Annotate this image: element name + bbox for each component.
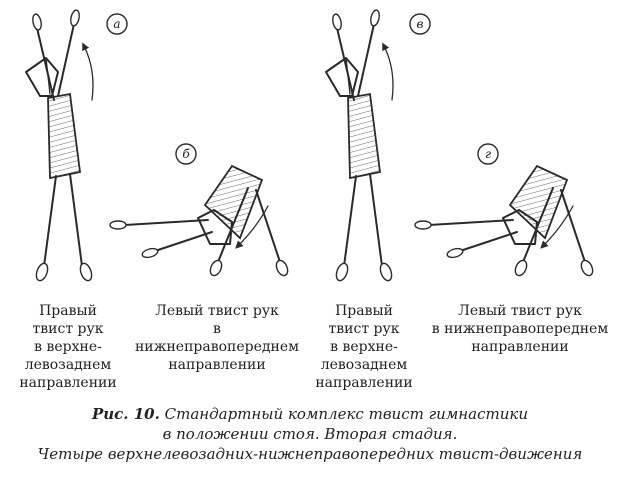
label-line: твист рук — [328, 321, 400, 337]
figure-caption — [0, 404, 620, 464]
figure-number: Рис. 10. — [91, 405, 160, 423]
panel-label-v — [304, 302, 424, 392]
svg-text:г: г — [484, 147, 492, 161]
bending-figure-g — [415, 166, 595, 277]
panel-badge-a — [107, 14, 127, 34]
panel-label-a — [8, 302, 128, 392]
caption-line-1 — [0, 404, 620, 424]
panel-badge-g — [478, 144, 498, 164]
caption-line-3: Четыре верхнелевозадних-нижнеправопередних твист-движения — [37, 445, 583, 463]
bending-figure-b — [110, 166, 290, 277]
label-line: левозаднем — [24, 357, 112, 373]
label-line: Левый твист рук — [458, 303, 582, 319]
panel-label-b — [132, 302, 302, 374]
label-line: направлении — [19, 375, 117, 391]
label-line: направлении — [471, 339, 569, 355]
caption-text-1: Стандартный комплекс твист гимнастики — [164, 405, 529, 423]
label-line: Левый твист рук — [155, 303, 279, 319]
svg-text:б: б — [182, 147, 190, 161]
label-line: направлении — [168, 357, 266, 373]
label-line: Правый — [335, 303, 393, 319]
standing-figure-v — [326, 9, 394, 282]
label-line: направлении — [315, 375, 413, 391]
label-line: в нижнеправопереднем — [431, 321, 609, 337]
panel-badge-b — [176, 144, 196, 164]
label-line: в верхне- — [330, 339, 398, 355]
standing-figure-a — [26, 9, 94, 282]
svg-text:в: в — [416, 17, 424, 31]
panel-badge-v — [410, 14, 430, 34]
label-line: в нижнеправопереднем — [134, 321, 300, 355]
caption-line-2: в положении стоя. Вторая стадия. — [162, 425, 458, 443]
label-line: в верхне- — [34, 339, 102, 355]
label-line: твист рук — [32, 321, 104, 337]
label-line: Правый — [39, 303, 97, 319]
panel-label-g — [430, 302, 610, 356]
label-line: левозаднем — [320, 357, 408, 373]
svg-text:а: а — [113, 17, 121, 31]
